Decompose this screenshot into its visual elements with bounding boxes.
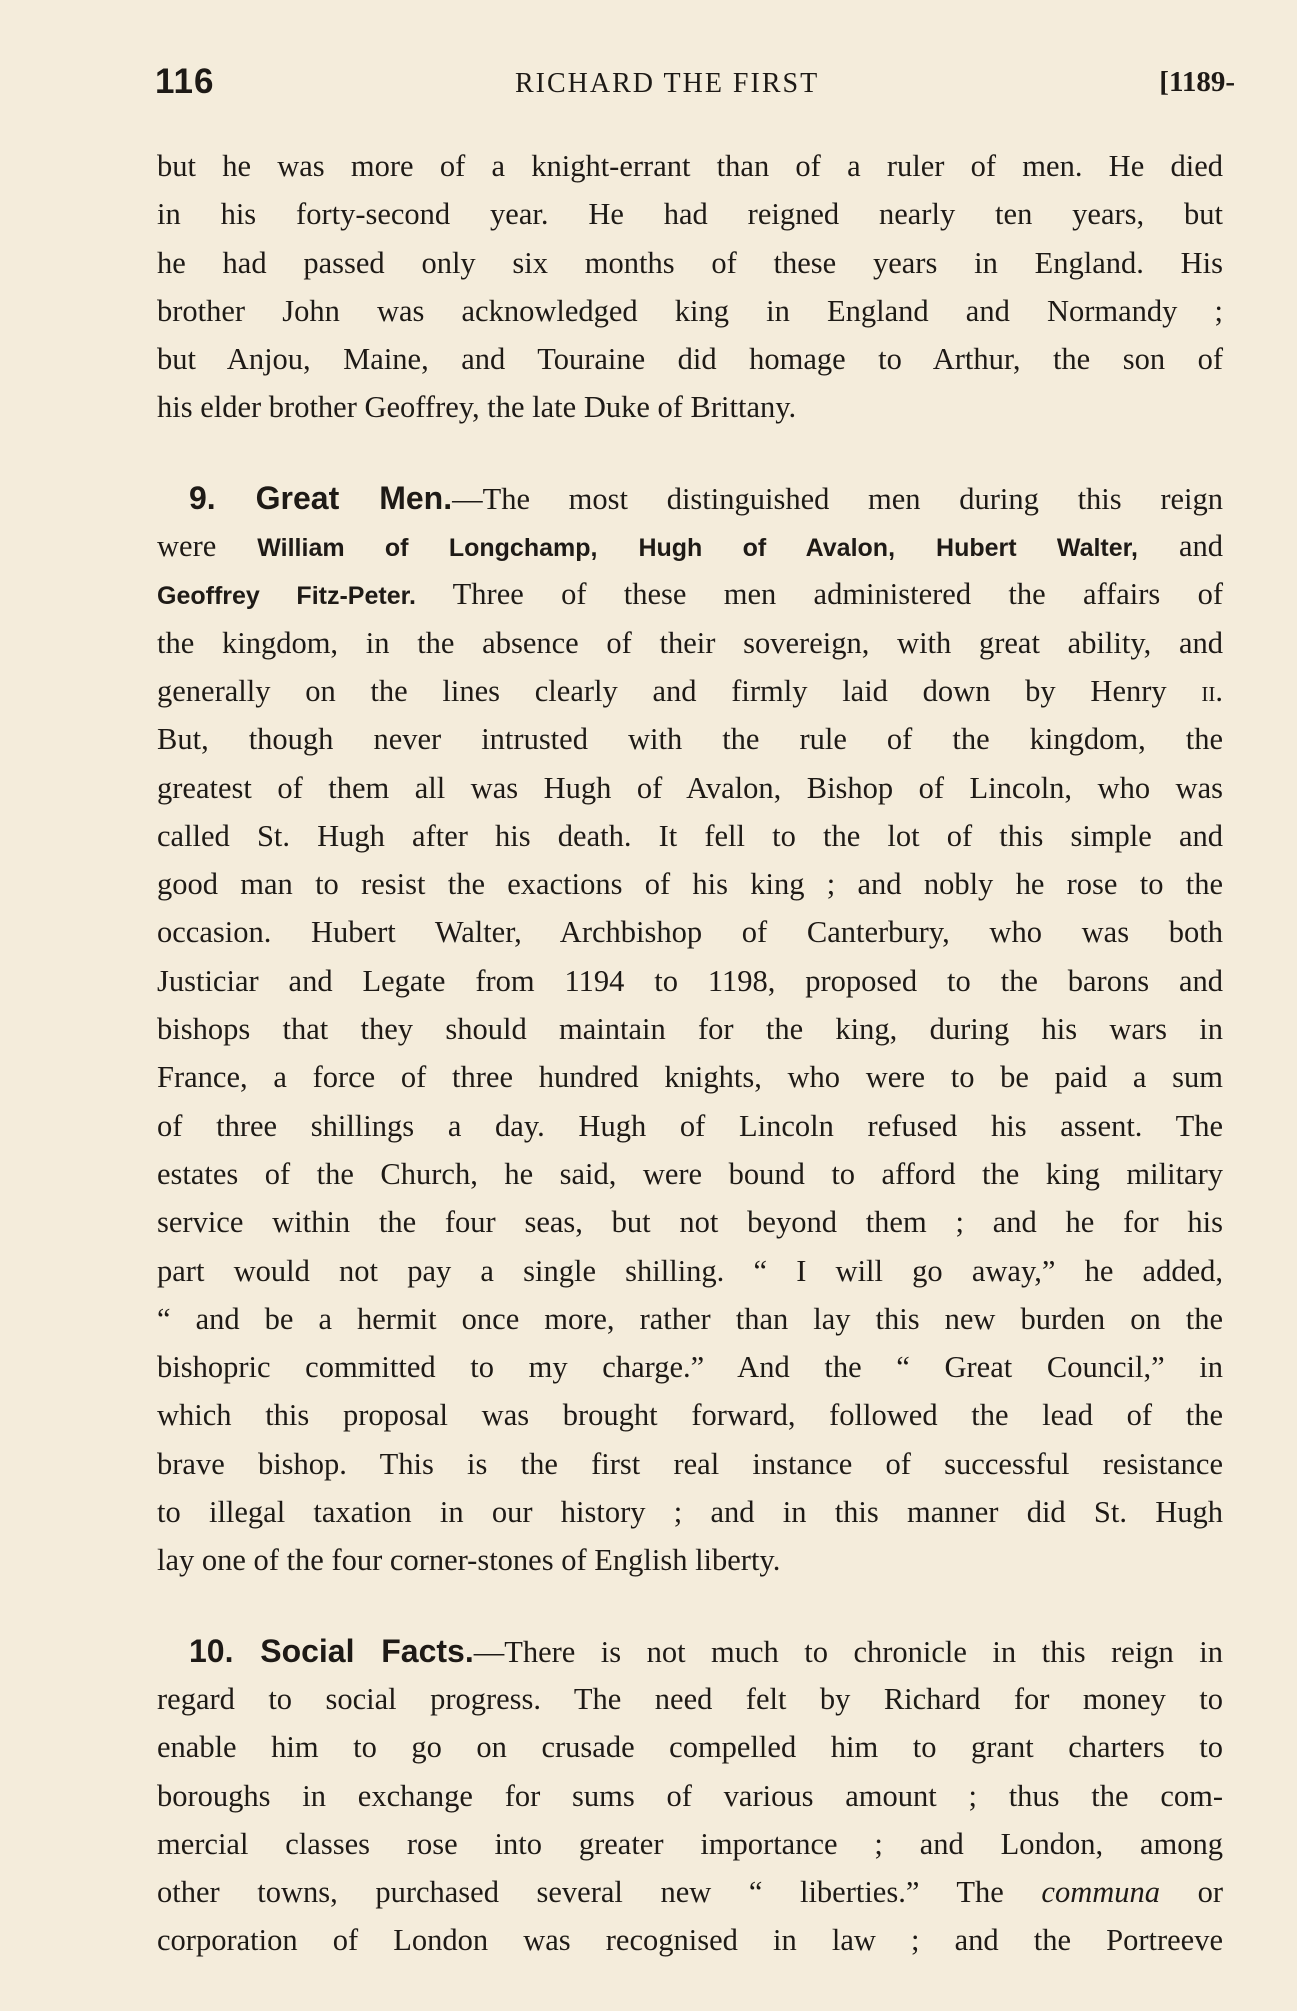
text-fragment: were: [157, 529, 217, 564]
text-fragment: or: [1160, 1875, 1223, 1910]
text-line: but Anjou, Maine, and Touraine did homage to Arthur, the son of: [157, 342, 1223, 377]
text-fragment: Three of these men administered the affairs of: [452, 577, 1223, 612]
text-line: in his forty-second year. He had reigned nearly ten years, but: [157, 197, 1223, 232]
section-gap: [157, 1585, 1223, 1627]
text-line: boroughs in exchange for sums of various amount ; thus the com-: [157, 1778, 1223, 1813]
text-line: brother John was acknowledged king in England and Normandy ;: [157, 293, 1223, 328]
text-line: [157, 570, 1223, 618]
text-line: but he was more of a knight-errant than of a ruler of men. He died: [157, 149, 1223, 183]
year-range: [1189-: [1159, 66, 1235, 98]
section-gap: [157, 432, 1223, 474]
text-line: called St. Hugh after his death. It fell to the lot of this simple and: [157, 818, 1223, 853]
text-line: estates of the Church, he said, were bound to afford the king military: [157, 1156, 1223, 1191]
text-line: “ and be a hermit once more, rather than lay this new burden on the: [157, 1301, 1223, 1336]
person-name: William of Longchamp,: [257, 534, 598, 563]
text-line: which this proposal was brought forward, followed the lead of the: [157, 1398, 1223, 1433]
text-line: he had passed only six months of these years in England. His: [157, 245, 1223, 280]
text-line: Justiciar and Legate from 1194 to 1198, proposed to the barons and: [157, 963, 1223, 998]
text-fragment: —There is not much to chronicle in this reign in: [473, 1634, 1223, 1669]
text-line: regard to social progress. The need felt by Richard for money to: [157, 1681, 1223, 1716]
text-line: corporation of London was recognised in law ; and the Portreeve: [157, 1923, 1223, 1958]
person-name: Hubert Walter,: [936, 534, 1138, 563]
text-line: his elder brother Geoffrey, the late Duke of Brittany.: [157, 390, 797, 425]
text-line: But, though never intrusted with the rule of the kingdom, the: [157, 722, 1223, 757]
text-line: service within the four seas, but not beyond them ; and he for his: [157, 1205, 1223, 1240]
regnal-numeral: ii.: [1201, 673, 1223, 708]
text-line: good man to resist the exactions of his king ; and nobly he rose to the: [157, 867, 1223, 902]
page-header: [155, 62, 1235, 112]
person-name: Geoffrey Fitz-Peter.: [157, 582, 416, 611]
running-title: RICHARD THE FIRST: [515, 68, 820, 99]
text-fragment: and: [1178, 529, 1224, 564]
text-line: part would not pay a single shilling. “ I will go away,” he added,: [157, 1253, 1223, 1288]
text-line: enable him to go on crusade compelled him to grant charters to: [157, 1730, 1223, 1765]
text-line: [157, 1868, 1223, 1916]
italic-term: communa: [1041, 1875, 1160, 1910]
text-line: [157, 667, 1223, 715]
text-line: bishops that they should maintain for the king, during his wars in: [157, 1012, 1223, 1047]
page-body: [157, 142, 1223, 1965]
text-line: occasion. Hubert Walter, Archbishop of Canterbury, who was both: [157, 915, 1223, 950]
person-name: Hugh of Avalon,: [638, 534, 896, 563]
text-line: the kingdom, in the absence of their sovereign, with great ability, and: [157, 625, 1223, 660]
text-line: of three shillings a day. Hugh of Lincoln refused his assent. The: [157, 1108, 1223, 1143]
text-line: lay one of the four corner-stones of English liberty.: [157, 1543, 781, 1578]
page-number: 116: [155, 62, 215, 101]
text-line: greatest of them all was Hugh of Avalon, Bishop of Lincoln, who was: [157, 770, 1223, 805]
section-heading-line: [157, 1627, 1223, 1675]
section-heading: 10. Social Facts.: [189, 1632, 474, 1669]
section-heading-line: [157, 474, 1223, 522]
section-heading: 9. Great Men.: [189, 479, 453, 516]
text-fragment: —The most distinguished men during this reign: [452, 481, 1223, 516]
text-line: bishopric committed to my charge.” And the “ Great Council,” in: [157, 1350, 1223, 1385]
text-line: brave bishop. This is the first real instance of successful resistance: [157, 1446, 1223, 1481]
names-line: [157, 522, 1223, 570]
text-fragment: generally on the lines clearly and firmly laid down by Henry: [157, 673, 1202, 708]
text-line: mercial classes rose into greater importance ; and London, among: [157, 1826, 1223, 1861]
text-line: to illegal taxation in our history ; and in this manner did St. Hugh: [157, 1495, 1223, 1530]
text-fragment: other towns, purchased several new “ liberties.” The: [157, 1875, 1042, 1910]
text-line: France, a force of three hundred knights, who were to be paid a sum: [157, 1060, 1223, 1095]
